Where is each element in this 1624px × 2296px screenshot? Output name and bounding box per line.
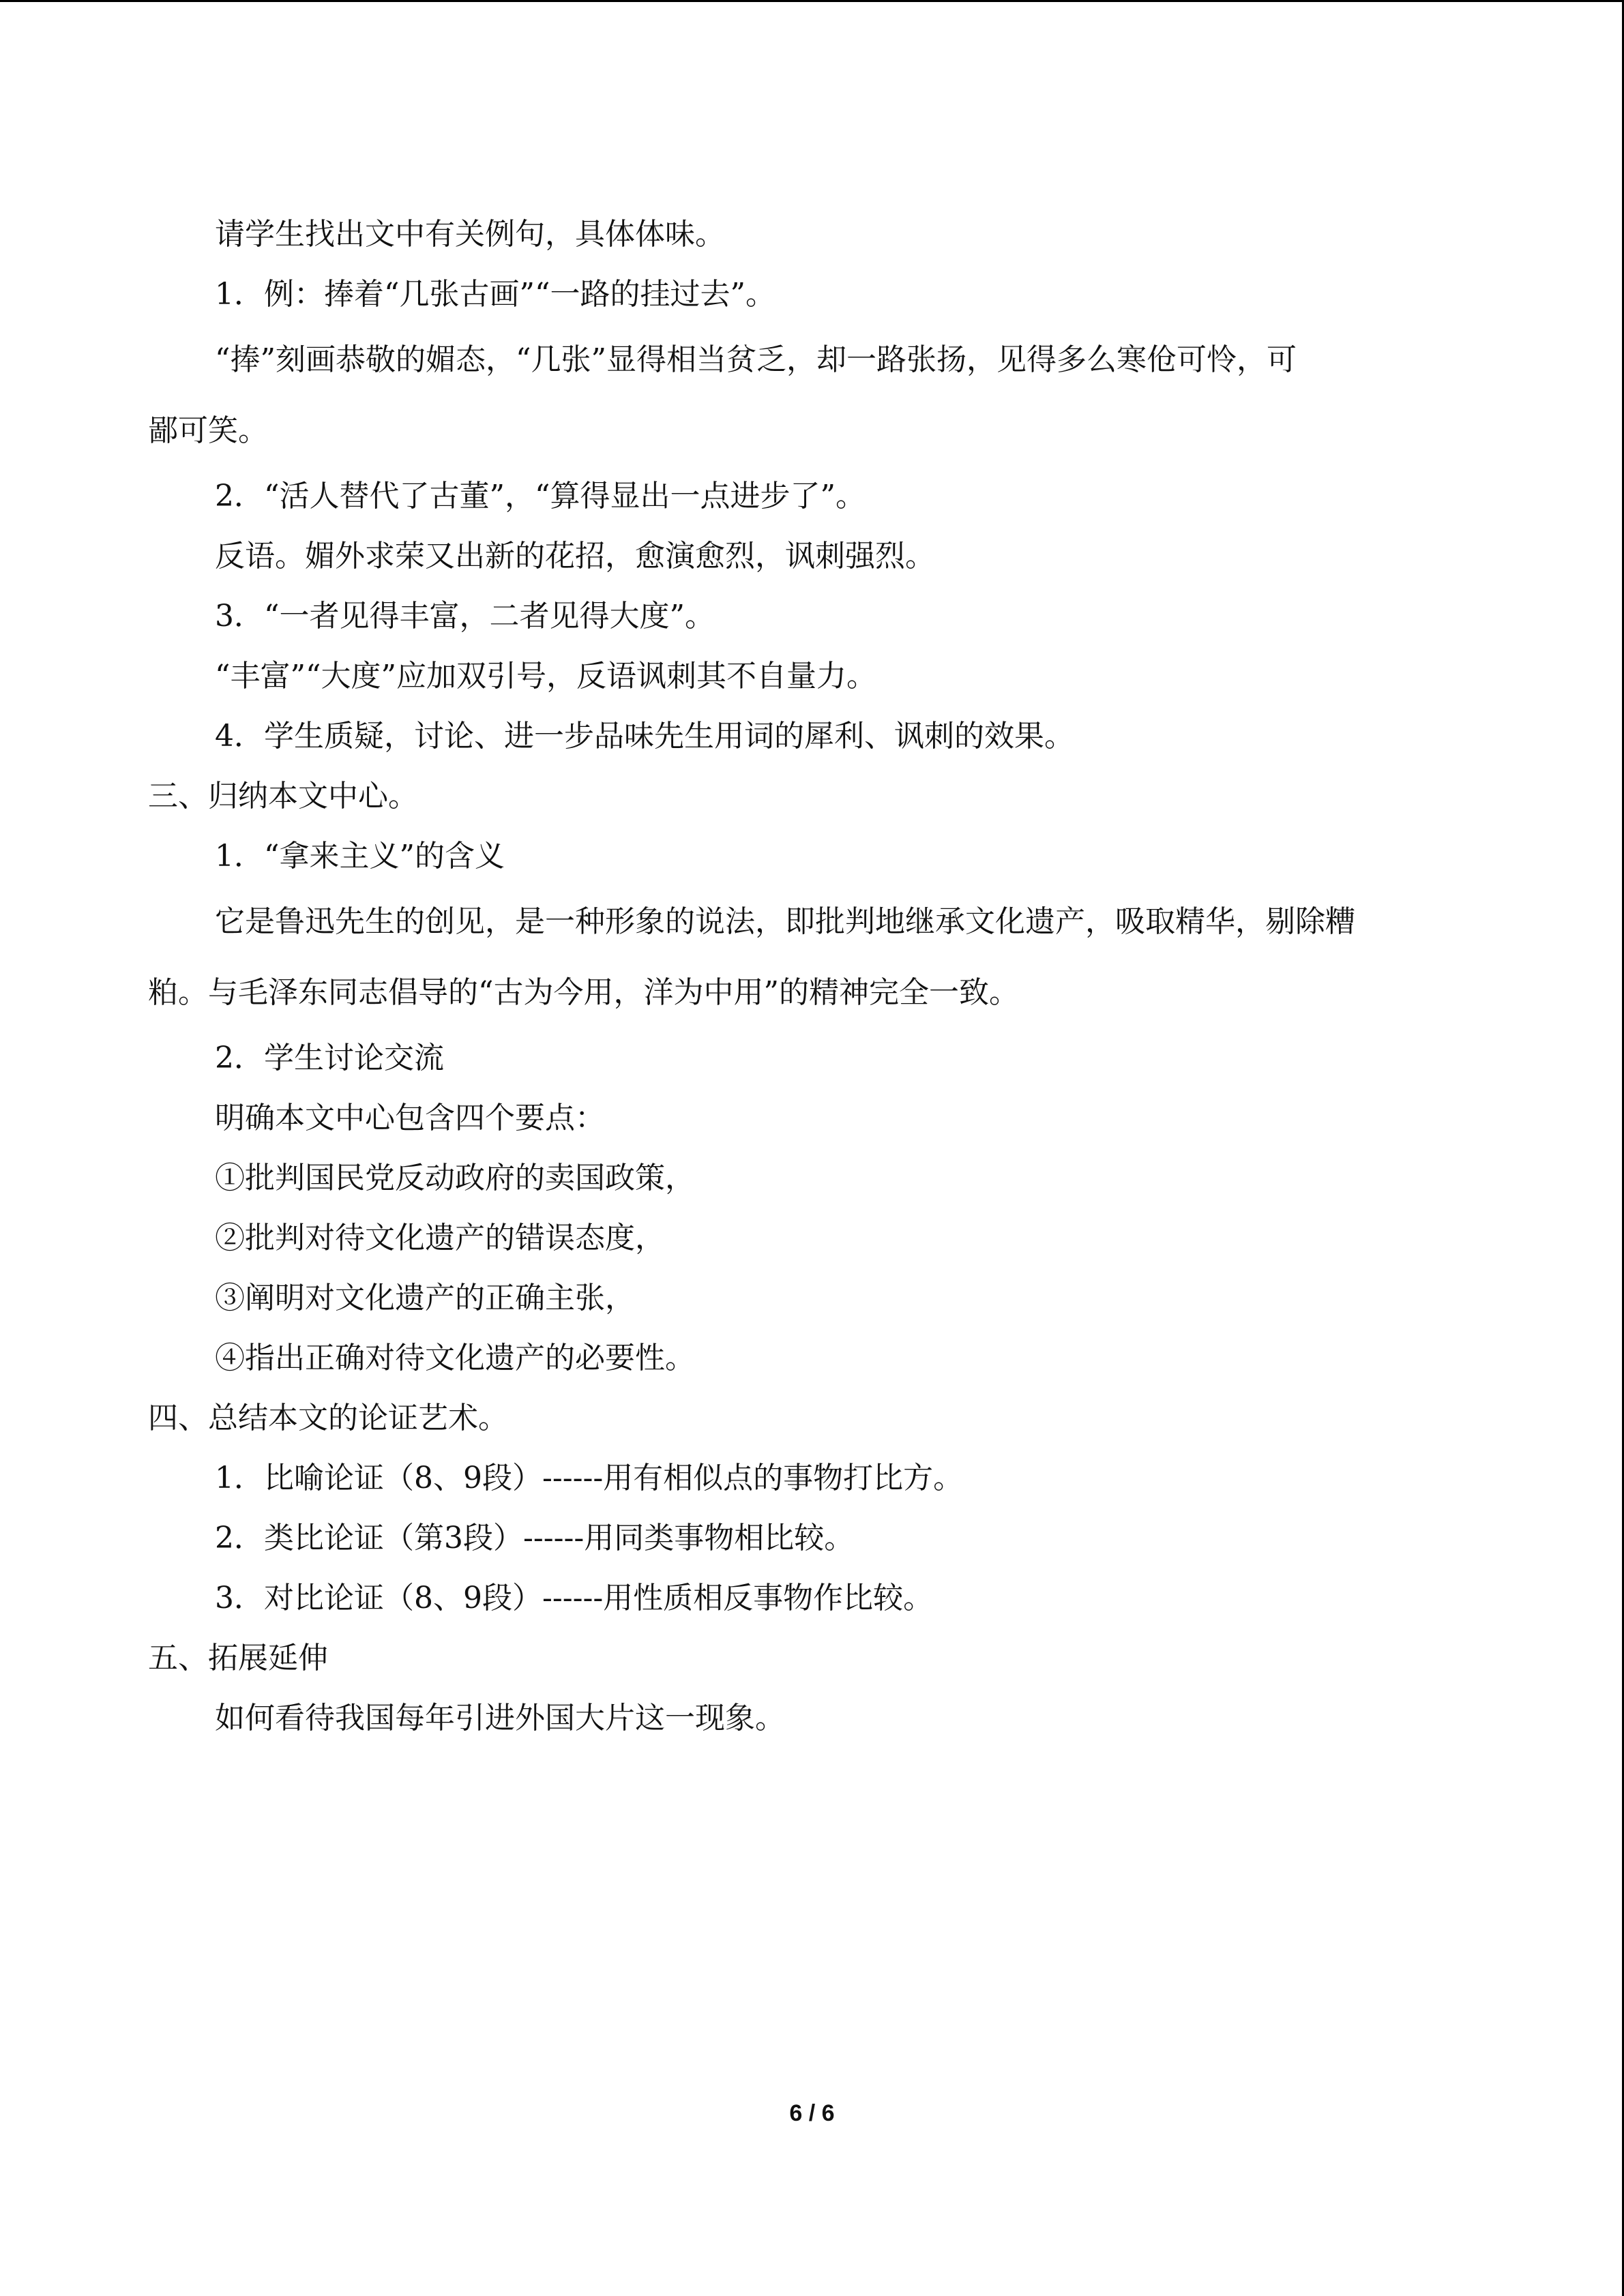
key-point-4: ④指出正确对待文化遗产的必要性。 — [215, 1341, 695, 1375]
key-point-3: ③阐明对文化遗产的正确主张， — [215, 1281, 635, 1315]
page-top-border — [0, 0, 1624, 2]
argument-contrast: 3．对比论证（8、9段）------用性质相反事物作比较。 — [215, 1581, 934, 1615]
example-1-heading: 1．例：捧着“几张古画”“一路的挂过去”。 — [215, 277, 776, 312]
example-3-heading: 3．“一者见得丰富，二者见得大度”。 — [215, 599, 715, 633]
key-point-2: ②批判对待文化遗产的错误态度， — [215, 1221, 665, 1255]
section-3-item-2-text: 明确本文中心包含四个要点： — [215, 1101, 605, 1135]
page-number: 6 / 6 — [789, 2100, 835, 2126]
example-2-heading: 2．“活人替代了古董”，“算得显出一点进步了”。 — [215, 479, 866, 513]
example-4-discussion: 4．学生质疑，讨论、进一步品味先生用词的犀利、讽刺的效果。 — [215, 719, 1074, 754]
section-4-heading: 四、总结本文的论证艺术。 — [148, 1401, 508, 1435]
section-3-item-1-text: 它是鲁迅先生的创见，是一种形象的说法，即批判地继承文化遗产，吸取精华，剔除糟 — [215, 904, 1355, 939]
section-3-item-2-heading: 2．学生讨论交流 — [215, 1041, 444, 1075]
section-3-heading: 三、归纳本文中心。 — [148, 779, 418, 814]
example-2-analysis: 反语。媚外求荣又出新的花招，愈演愈烈，讽刺强烈。 — [215, 539, 935, 573]
example-1-analysis: “捧”刻画恭敬的媚态，“几张”显得相当贫乏，却一路张扬，见得多么寒伧可怜，可 — [215, 342, 1297, 377]
key-point-1: ①批判国民党反动政府的卖国政策， — [215, 1161, 695, 1195]
example-3-analysis: “丰富”“大度”应加双引号，反语讽刺其不自量力。 — [215, 659, 876, 694]
document-body — [148, 205, 1464, 1748]
argument-metaphor: 1．比喻论证（8、9段）------用有相似点的事物打比方。 — [215, 1461, 964, 1495]
section-3-item-1-text-cont: 粕。与毛泽东同志倡导的“古为今用，洋为中用”的精神完全一致。 — [148, 975, 1019, 1010]
paragraph-intro: 请学生找出文中有关例句，具体体味。 — [215, 217, 725, 252]
section-5-heading: 五、拓展延伸 — [148, 1641, 328, 1675]
extension-question: 如何看待我国每年引进外国大片这一现象。 — [215, 1701, 785, 1735]
example-1-analysis-cont: 鄙可笑。 — [148, 413, 268, 448]
argument-analogy: 2．类比论证（第3段）------用同类事物相比较。 — [215, 1521, 855, 1555]
section-3-item-1-heading: 1．“拿来主义”的含义 — [215, 839, 505, 874]
